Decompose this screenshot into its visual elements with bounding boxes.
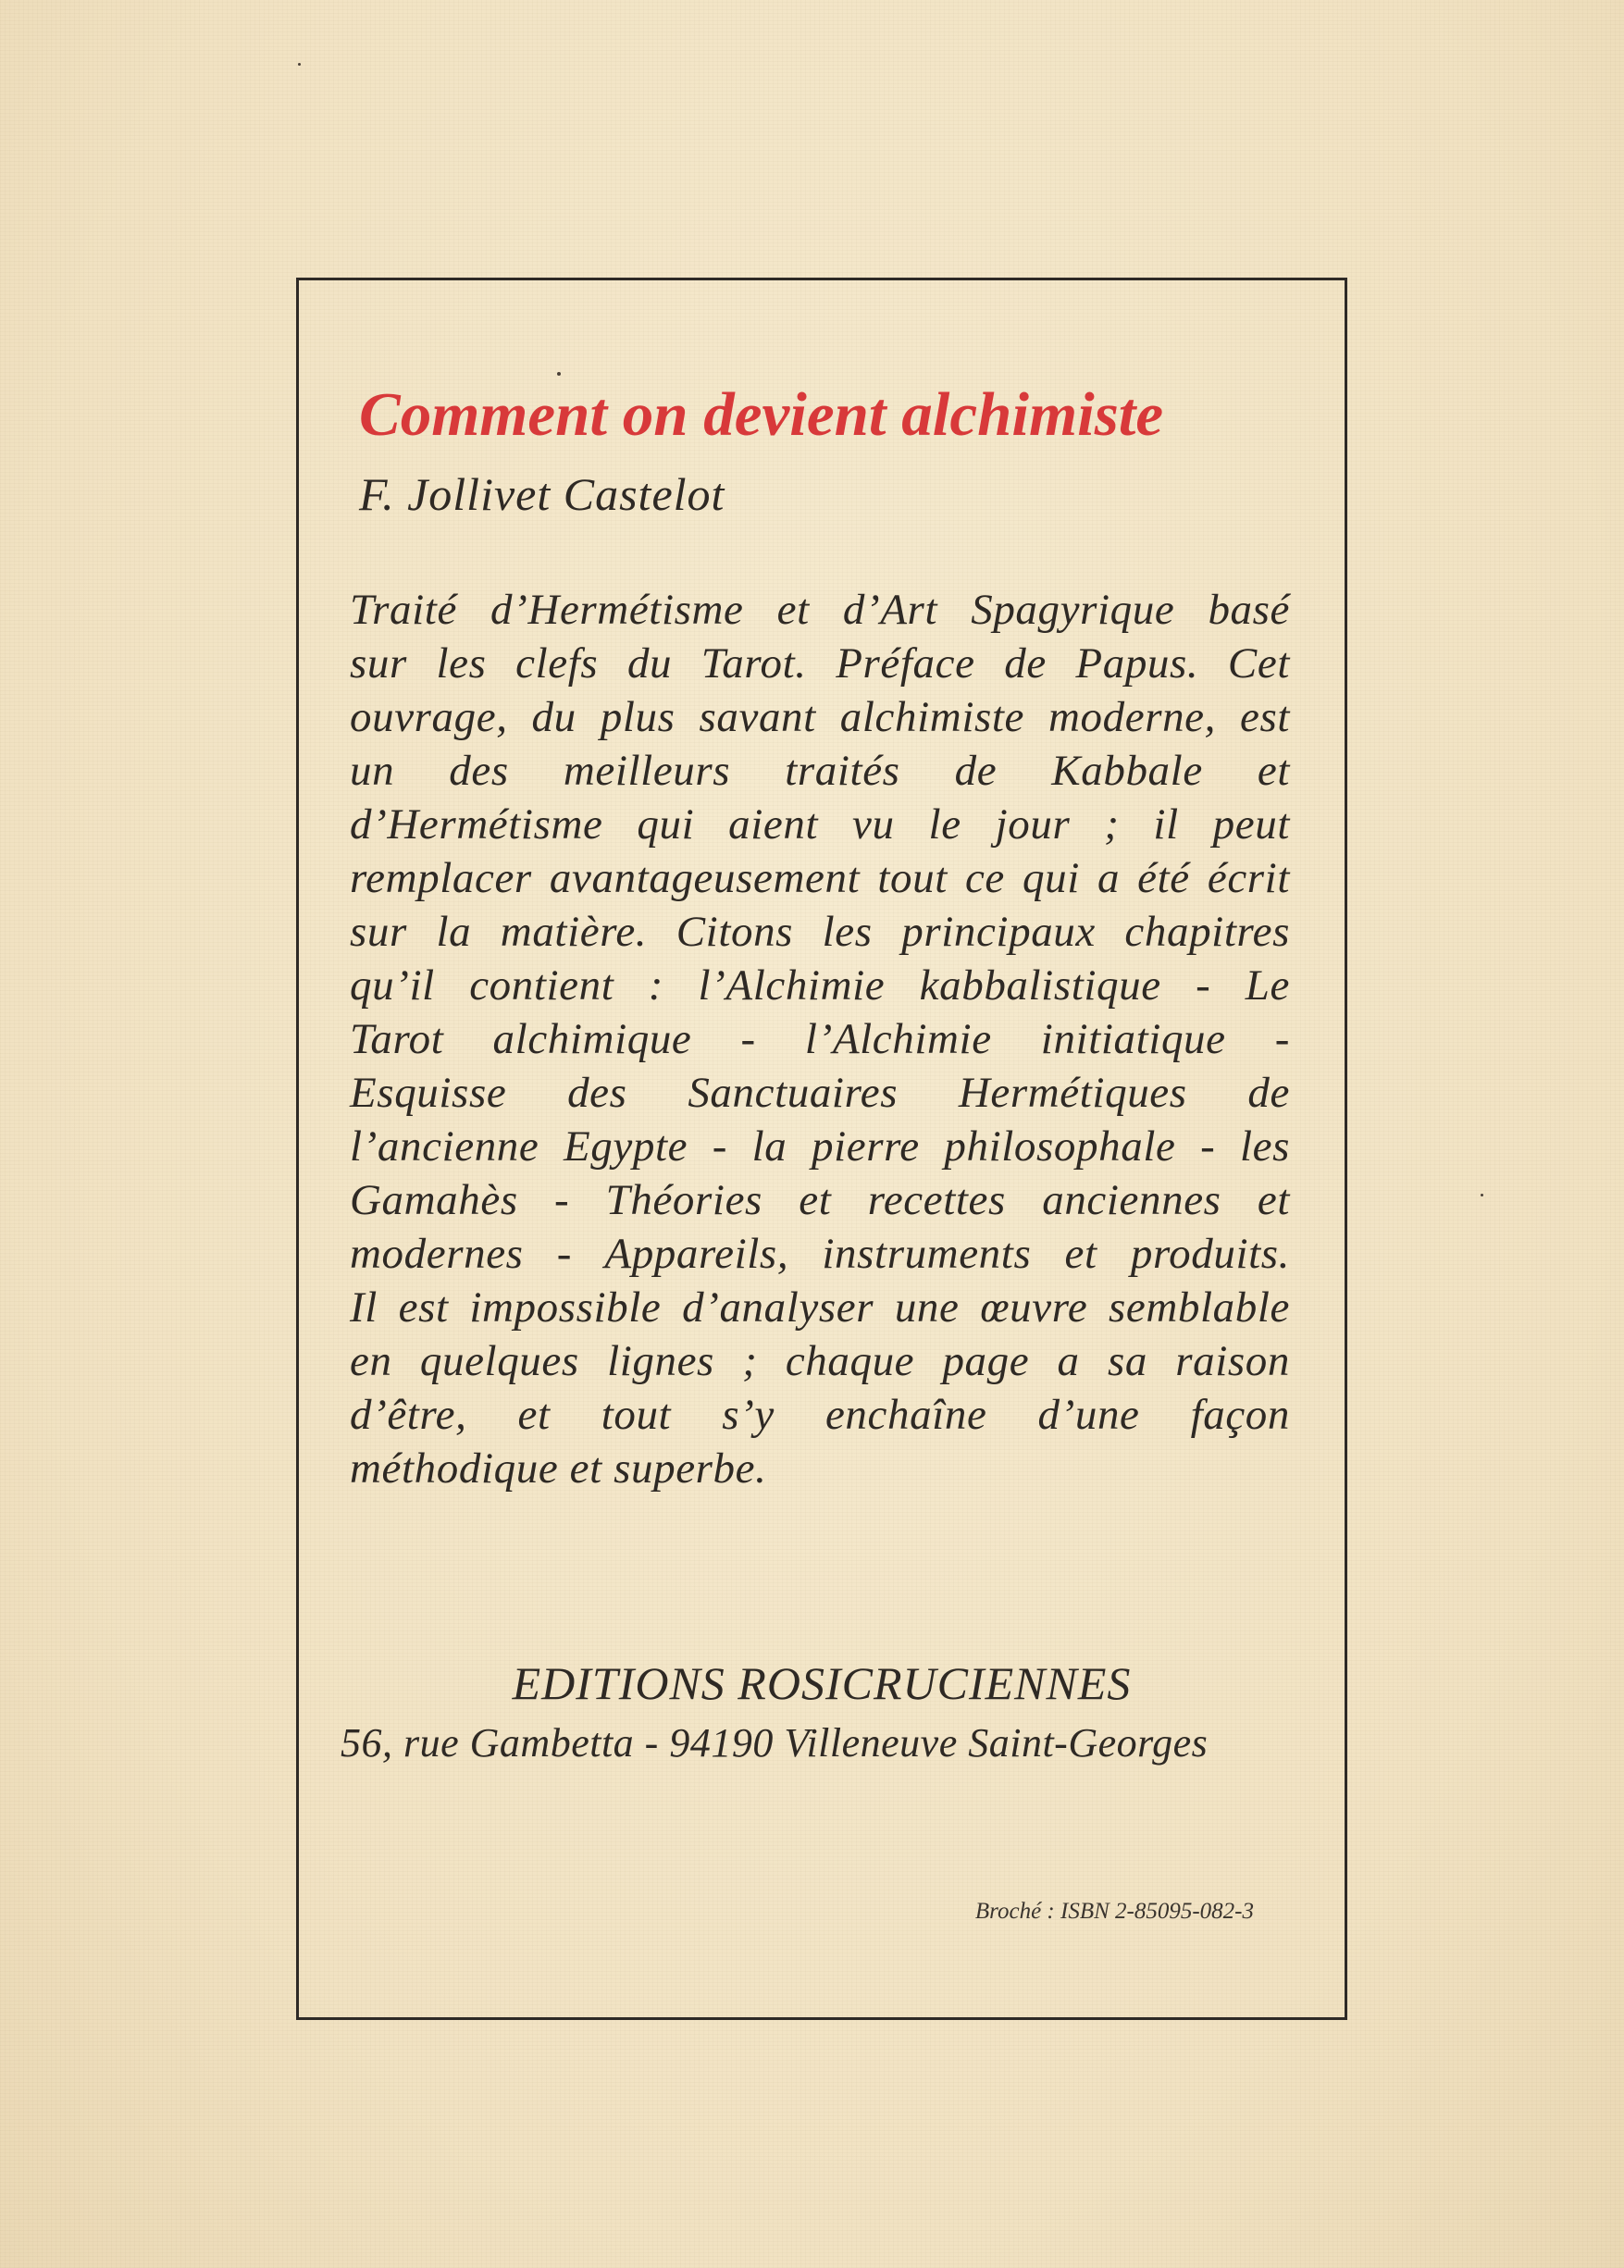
- description-line: ouvrage, du plus savant alchimiste moderne, est: [350, 693, 1290, 741]
- description-line: Traité d’Hermétisme et d’Art Spagyrique basé: [350, 586, 1290, 634]
- book-author: F. Jollivet Castelot: [359, 468, 725, 520]
- description-line: d’être, et tout s’y enchaîne d’une façon: [350, 1391, 1290, 1439]
- description-line: en quelques lignes ; chaque page a sa raison: [350, 1337, 1290, 1385]
- book-title: Comment on devient alchimiste: [359, 380, 1164, 449]
- description-line: Il est impossible d’analyser une œuvre semblable: [350, 1283, 1290, 1332]
- description-line: méthodique et superbe.: [350, 1444, 767, 1493]
- description-line: remplacer avantageusement tout ce qui a été écrit: [350, 854, 1290, 902]
- description-line: l’ancienne Egypte - la pierre philosophale - les: [350, 1122, 1290, 1171]
- description-line: sur les clefs du Tarot. Préface de Papus. Cet: [350, 639, 1290, 688]
- publisher-name: EDITIONS ROSICRUCIENNES: [512, 1657, 1132, 1709]
- description-line: Gamahès - Théories et recettes anciennes et: [350, 1176, 1290, 1224]
- description-line: modernes - Appareils, instruments et produits.: [350, 1230, 1290, 1278]
- description-line: Esquisse des Sanctuaires Hermétiques de: [350, 1069, 1290, 1117]
- paper-speck: [298, 63, 301, 66]
- description-line: d’Hermétisme qui aient vu le jour ; il peut: [350, 800, 1290, 849]
- description-line: sur la matière. Citons les principaux chapitres: [350, 908, 1290, 956]
- book-description: [350, 583, 1290, 1495]
- description-line: un des meilleurs traités de Kabbale et: [350, 747, 1290, 795]
- description-line: qu’il contient : l’Alchimie kabbalistique - Le: [350, 961, 1290, 1010]
- paper-speck: [1481, 1194, 1483, 1196]
- description-line: Tarot alchimique - l’Alchimie initiatique -: [350, 1015, 1290, 1063]
- paper-speck: [557, 372, 561, 376]
- publisher-address: 56, rue Gambetta - 94190 Villeneuve Saint-Georges: [341, 1720, 1209, 1766]
- isbn-label: Broché : ISBN 2-85095-082-3: [974, 1899, 1254, 1924]
